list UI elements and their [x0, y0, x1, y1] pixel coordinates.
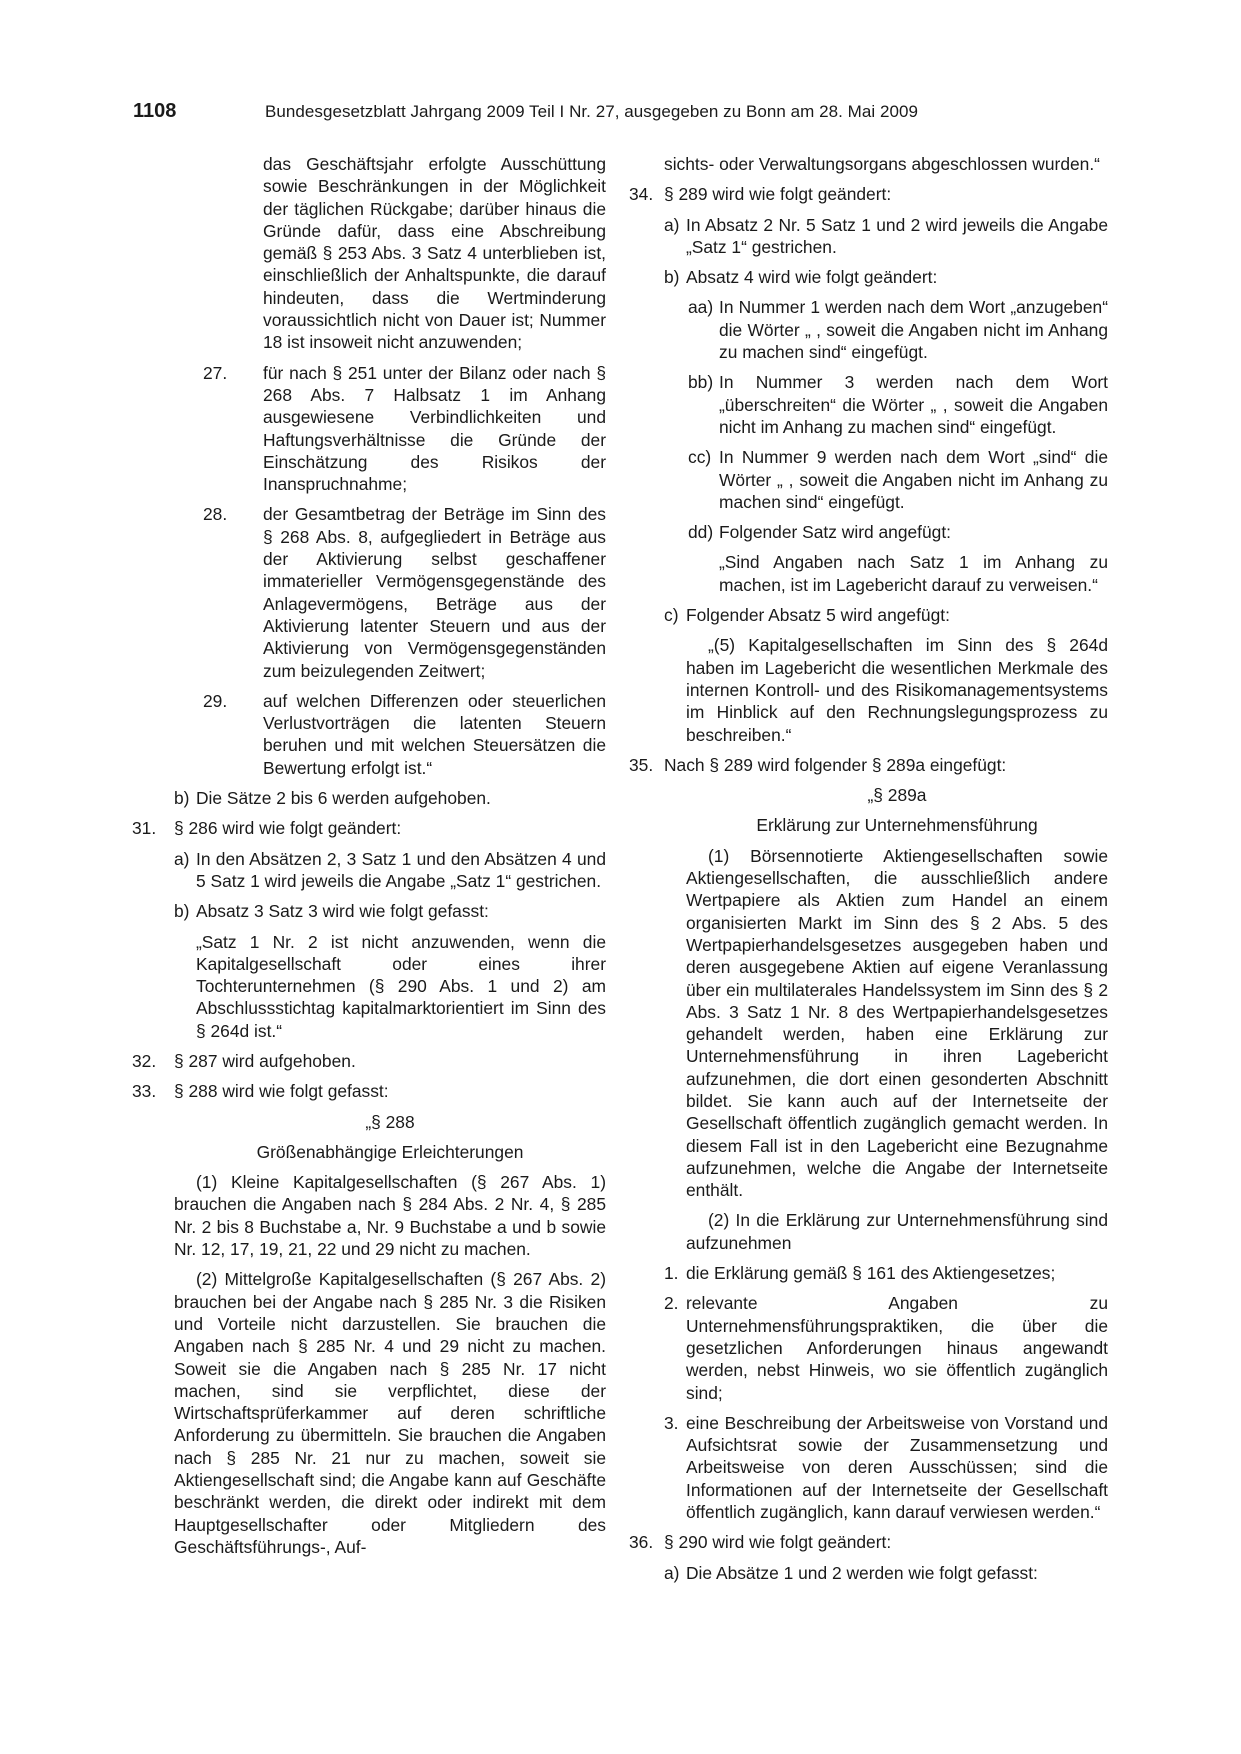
sub-sub-item-aa	[688, 296, 1108, 363]
list-item-label: 31.	[132, 818, 157, 839]
sub-sub-item-label: bb)	[688, 372, 714, 393]
sub-item-label: a)	[664, 1562, 680, 1583]
numbered-item-text: relevante Angaben zu Unternehmensführungspraktiken, die über die gesetzlichen Anforderungen hinaus angewandt werden, nebst Hinweis, wo sie öffentlich zugänglich sind;	[686, 1293, 1108, 1403]
sub-item-label: b)	[664, 267, 680, 288]
sub-item-b-31	[174, 900, 606, 922]
sub-sub-item-bb	[688, 371, 1108, 438]
sub-item-text: In den Absätzen 2, 3 Satz 1 und den Absätzen 4 und 5 Satz 1 wird jeweils die Angabe „Satz 1“ gestrichen.	[196, 848, 606, 891]
sub-item-label: a)	[664, 214, 680, 235]
sub-item-label: b)	[174, 901, 190, 922]
list-item-28	[203, 503, 606, 681]
list-item-34	[629, 183, 1108, 205]
list-item-text: § 289 wird wie folgt geändert:	[664, 184, 892, 205]
sub-item-label: a)	[174, 848, 190, 869]
section-289a-paragraph-2: (2) In die Erklärung zur Unternehmensführung sind aufzunehmen	[686, 1210, 1108, 1253]
sub-sub-item-label: dd)	[688, 522, 714, 543]
sub-item-b-30	[174, 787, 606, 809]
sub-item-text: Die Absätze 1 und 2 werden wie folgt gefasst:	[686, 1562, 1038, 1583]
sub-item-label: c)	[664, 605, 679, 626]
numbered-item-label: 3.	[664, 1412, 679, 1433]
list-item-label: 36.	[629, 1532, 654, 1553]
sub-sub-item-text: In Nummer 3 werden nach dem Wort „überschreiten“ die Wörter „ , soweit die Angaben nicht im Anhang zu machen sind“ eingefügt.	[719, 372, 1108, 437]
section-289a-title: „§ 289a	[867, 785, 927, 806]
sub-item-b-34	[664, 266, 1108, 288]
list-item-text: der Gesamtbetrag der Beträge im Sinn des § 268 Abs. 8, aufgegliedert in Beträge aus der Aktivierung selbst geschaffener immaterieller Vermögensgegenstände des Anlagevermögens, Beträge aus der Aktivierung latenter Steuern und aus der Aktivierung von Vermögensgegenständen zum beizulegenden Zeitwert;	[263, 504, 606, 681]
list-item-label: 32.	[132, 1050, 157, 1071]
section-288-heading: Größenabhängige Erleichterungen	[256, 1141, 524, 1162]
list-item-35	[629, 754, 1108, 776]
list-item-text: § 287 wird aufgehoben.	[174, 1050, 356, 1071]
list-item-31	[132, 817, 606, 839]
list-item-label: 28.	[203, 504, 228, 525]
sub-sub-item-label: cc)	[688, 447, 712, 468]
list-item-text: auf welchen Differenzen oder steuerlichen Verlustvorträgen die latenten Steuern beruhen und mit welchen Steuersätzen die Bewertung erfolgt ist.“	[263, 690, 606, 778]
list-item-label: 33.	[132, 1081, 157, 1102]
list-item-label: 29.	[203, 690, 228, 711]
item-26-continuation: das Geschäftsjahr erfolgte Ausschüttung sowie Beschränkungen in der Möglichkeit der täglichen Rückgabe; darüber hinaus die Gründe dafür, dass eine Abschreibung gemäß § 253 Abs. 3 Satz 4 unterblieben ist, einschließlich der Anhaltspunkte, die darauf hindeuten, dass die Wertminderung voraussichtlich nicht von Dauer ist; Nummer 18 ist insoweit nicht anzuwenden;	[263, 154, 606, 353]
sub-sub-item-cc	[688, 446, 1108, 513]
section-288-paragraph-2: (2) Mittelgroße Kapitalgesellschaften (§ 267 Abs. 2) brauchen bei der Angabe nach § 285 Nr. 3 die Risiken und Vorteile nicht darzustellen. Sie brauchen die Angaben nach § 285 Nr. 4 und 29 nicht zu machen. Soweit sie die Angaben nach § 285 Nr. 17 nicht machen, sind sie verpflichtet, diese der Wirtschaftsprüferkammer auf deren schriftliche Anforderung zu übermitteln. Sie brauchen die Angaben nach § 285 Nr. 21 nur zu machen, soweit sie Aktiengesellschaft sind; die Angabe kann auf Geschäfte beschränkt werden, die direkt oder indirekt mit dem Hauptgesellschafter oder Mitgliedern des Geschäftsführungs-, Auf-	[174, 1269, 606, 1557]
running-header: Bundesgesetzblatt Jahrgang 2009 Teil I Nr. 27, ausgegeben zu Bonn am 28. Mai 2009	[265, 102, 919, 121]
list-item-label: 34.	[629, 184, 654, 205]
numbered-item-label: 2.	[664, 1293, 679, 1314]
list-item-label: 27.	[203, 362, 228, 383]
sub-sub-item-dd	[688, 521, 1108, 543]
sub-item-text: Folgender Absatz 5 wird angefügt:	[686, 605, 950, 626]
sub-item-a-31	[174, 848, 606, 893]
quote-dd: „Sind Angaben nach Satz 1 im Anhang zu machen, ist im Lagebericht darauf zu verweisen.“	[719, 552, 1108, 595]
numbered-item-text: eine Beschreibung der Arbeitsweise von Vorstand und Aufsichtsrat sowie der Zusammensetzung und Arbeitsweise von deren Ausschüssen; sind die Informationen auf der Internetseite der Gesellschaft öffentlich zugänglich, kann darauf verwiesen werden.“	[686, 1412, 1108, 1523]
list-item-label: 35.	[629, 754, 654, 775]
sub-sub-item-text: In Nummer 9 werden nach dem Wort „sind“ die Wörter „ , soweit die Angaben nicht im Anhang zu machen sind“ eingefügt.	[719, 447, 1108, 512]
left-column	[132, 153, 606, 1558]
section-289a-paragraph-1: (1) Börsennotierte Aktiengesellschaften sowie Aktiengesellschaften, die ausschließlich andere Wertpapiere als Aktien zum Handel an einem organisierten Markt im Sinn des § 2 Abs. 5 des Wertpapierhandelsgesetzes ausgegeben haben und deren ausgegebene Aktien auf eigene Veranlassung über ein multilaterales Handelssystem im Sinn des § 2 Abs. 3 Satz 1 Nr. 8 des Wertpapierhandelsgesetzes gehandelt werden, haben eine Erklärung zur Unternehmensführung in ihren Lagebericht aufzunehmen, die dort einen gesonderten Abschnitt bildet. Sie kann auch auf der Internetseite der Gesellschaft öffentlich zugänglich gemacht werden. In diesem Fall ist in den Lagebericht eine Bezugnahme aufzunehmen, welche die Angabe der Internetseite enthält.	[686, 845, 1108, 1201]
numbered-item-text: die Erklärung gemäß § 161 des Aktiengesetzes;	[686, 1263, 1056, 1284]
numbered-item-2	[664, 1292, 1108, 1403]
sub-item-c-34	[664, 604, 1108, 626]
list-item-27	[203, 362, 606, 496]
sub-item-text: In Absatz 2 Nr. 5 Satz 1 und 2 wird jeweils die Angabe „Satz 1“ gestrichen.	[686, 214, 1108, 257]
sub-item-label: b)	[174, 788, 190, 809]
sub-sub-item-text: Folgender Satz wird angefügt:	[719, 522, 952, 543]
quote-b-31: „Satz 1 Nr. 2 ist nicht anzuwenden, wenn die Kapitalgesellschaft oder eines ihrer Tochterunternehmen (§ 290 Abs. 1 und 2) am Abschlussstichtag kapitalmarktorientiert im Sinn des § 264d ist.“	[196, 931, 606, 1041]
sub-sub-item-label: aa)	[688, 297, 714, 318]
list-item-text: für nach § 251 unter der Bilanz oder nach § 268 Abs. 7 Halbsatz 1 im Anhang ausgewiesene Verbindlichkeiten und Haftungsverhältnisse die Gründe der Einschätzung des Risikos der Inanspruchnahme;	[263, 362, 606, 495]
quote-c-34: „(5) Kapitalgesellschaften im Sinn des § 264d haben im Lagebericht die wesentlichen Merkmale des internen Kontroll- und des Risikomanagementsystems im Hinblick auf den Rechnungslegungsprozess zu beschreiben.“	[686, 635, 1108, 745]
section-288-paragraph-1: (1) Kleine Kapitalgesellschaften (§ 267 Abs. 1) brauchen die Angaben nach § 284 Abs. 2 Nr. 4, § 285 Nr. 2 bis 8 Buchstabe a, Nr. 9 Buchstabe a und b sowie Nr. 12, 17, 19, 21, 22 und 29 nicht zu machen.	[174, 1172, 606, 1260]
sub-item-text: Die Sätze 2 bis 6 werden aufgehoben.	[196, 788, 491, 809]
list-item-text: § 286 wird wie folgt geändert:	[174, 818, 402, 839]
sub-sub-item-text: In Nummer 1 werden nach dem Wort „anzugeben“ die Wörter „ , soweit die Angaben nicht im Anhang zu machen sind“ eingefügt.	[719, 297, 1108, 363]
list-item-32	[132, 1050, 606, 1072]
right-continuation: sichts- oder Verwaltungsorgans abgeschlossen wurden.“	[664, 154, 1100, 174]
list-item-text: § 288 wird wie folgt gefasst:	[174, 1081, 389, 1102]
list-item-29	[203, 690, 606, 779]
right-column	[629, 153, 1108, 1584]
numbered-item-label: 1.	[664, 1263, 679, 1284]
page-number: 1108	[133, 100, 177, 122]
section-288-title: „§ 288	[365, 1111, 415, 1132]
numbered-item-1	[664, 1262, 1108, 1284]
sub-item-text: Absatz 3 Satz 3 wird wie folgt gefasst:	[196, 901, 489, 922]
sub-item-a-34	[664, 214, 1108, 259]
list-item-33	[132, 1080, 606, 1102]
section-289a-heading: Erklärung zur Unternehmensführung	[756, 815, 1038, 836]
list-item-text: § 290 wird wie folgt geändert:	[664, 1532, 892, 1553]
sub-item-a-36	[664, 1562, 1108, 1584]
sub-item-text: Absatz 4 wird wie folgt geändert:	[686, 267, 938, 288]
numbered-item-3	[664, 1412, 1108, 1523]
list-item-36	[629, 1531, 1108, 1553]
list-item-text: Nach § 289 wird folgender § 289a eingefügt:	[664, 754, 1007, 775]
